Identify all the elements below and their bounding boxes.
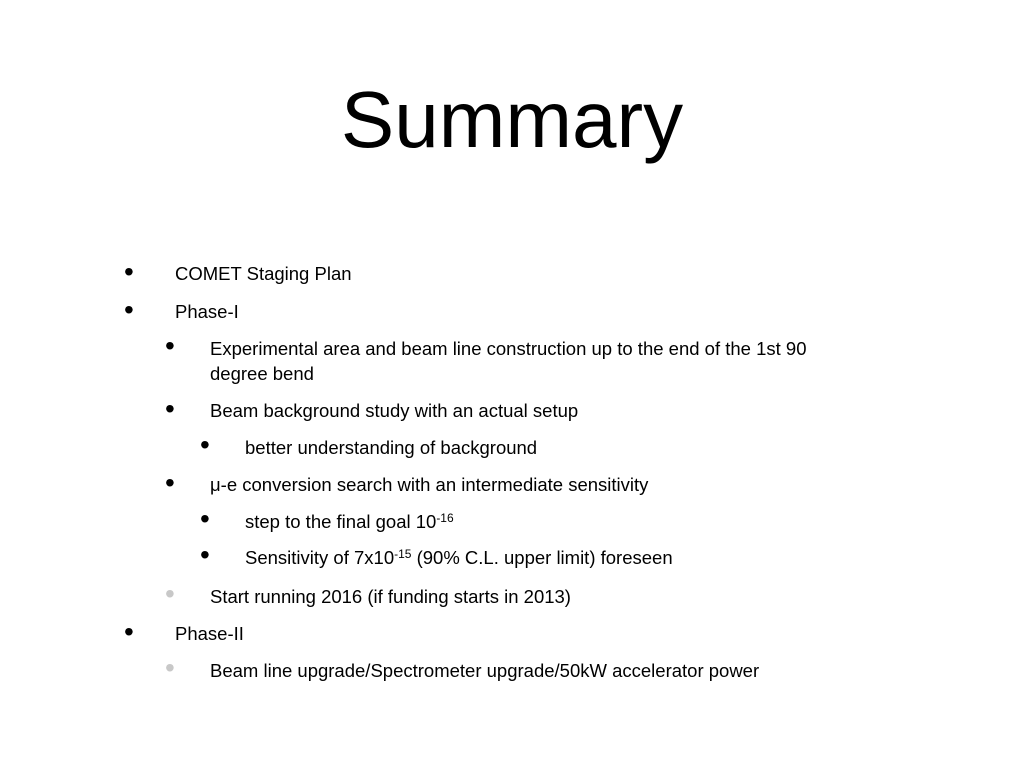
bullet-mu-e-conversion: μ-e conversion search with an intermediate sensitivity xyxy=(210,474,649,495)
exponent: -16 xyxy=(436,511,454,525)
bullet-better-understanding: better understanding of background xyxy=(245,437,538,458)
bullet-icon: • xyxy=(165,578,175,609)
bullet-beam-background-study: Beam background study with an actual setup xyxy=(210,400,579,421)
bullet-icon: • xyxy=(200,429,210,460)
text: (90% C.L. upper limit) foreseen xyxy=(411,547,673,568)
bullet-icon: • xyxy=(165,652,175,683)
bullet-phase-1: Phase-I xyxy=(175,301,239,322)
bullet-experimental-area-line2: degree bend xyxy=(210,363,314,384)
bullet-start-running: Start running 2016 (if funding starts in 2013) xyxy=(210,586,571,607)
bullet-icon: • xyxy=(165,393,175,424)
bullet-comet-staging-plan: COMET Staging Plan xyxy=(175,263,352,284)
bullet-icon: • xyxy=(124,616,134,647)
bullet-step-to-final-goal xyxy=(245,509,454,534)
bullet-experimental-area-line1: Experimental area and beam line construction up to the end of the 1st 90 xyxy=(210,338,807,359)
text: step to the final goal 10 xyxy=(245,511,437,532)
bullet-beam-line-upgrade: Beam line upgrade/Spectrometer upgrade/50kW accelerator power xyxy=(210,660,760,681)
bullet-phase-2: Phase-II xyxy=(175,623,244,644)
bullet-icon: • xyxy=(124,256,134,287)
bullet-experimental-area xyxy=(210,336,807,386)
slide-title: Summary xyxy=(340,75,684,164)
exponent: -15 xyxy=(394,547,412,561)
bullet-icon: • xyxy=(124,294,134,325)
bullet-icon: • xyxy=(200,539,210,570)
bullet-sensitivity xyxy=(245,545,673,570)
text: Sensitivity of 7x10 xyxy=(245,547,395,568)
bullet-icon: • xyxy=(165,330,175,361)
bullet-icon: • xyxy=(165,467,175,498)
bullet-icon: • xyxy=(200,503,210,534)
